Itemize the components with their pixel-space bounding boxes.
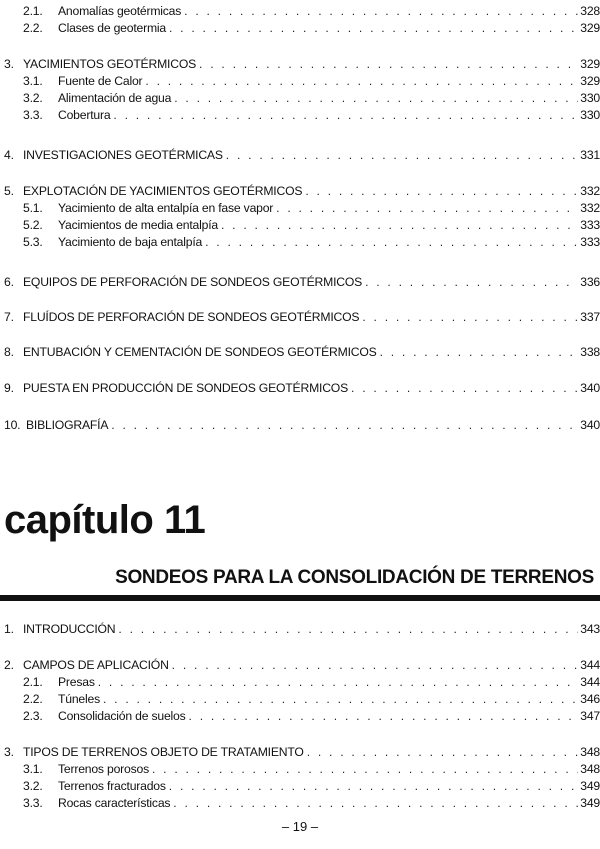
- toc-entry-title: YACIMIENTOS GEOTÉRMICOS: [23, 56, 199, 73]
- toc-entry-number: 3.1.: [23, 74, 43, 88]
- toc-entry: [0, 309, 600, 326]
- toc-entry: [0, 778, 600, 795]
- toc-entry-page: 329: [580, 74, 600, 88]
- toc-entry-title: CAMPOS DE APLICACIÓN: [23, 657, 172, 674]
- toc-entry-title: Terrenos porosos: [58, 761, 152, 778]
- dot-leader: [169, 778, 578, 795]
- toc-entry: [0, 674, 600, 691]
- toc-entry-page: 332: [580, 184, 600, 198]
- toc-entry-title: INVESTIGACIONES GEOTÉRMICAS: [23, 147, 226, 164]
- toc-entry: [0, 417, 600, 434]
- toc-entry-page: 331: [580, 148, 600, 162]
- dot-leader: [199, 56, 578, 73]
- dot-leader: [365, 274, 578, 291]
- toc-entry-title: Yacimiento de alta entalpía en fase vapor: [58, 200, 276, 217]
- toc-entry-page: 332: [580, 201, 600, 215]
- toc-entry: [0, 621, 600, 638]
- toc-entry-number: 2.: [4, 658, 14, 672]
- toc-entry-page: 340: [580, 418, 600, 432]
- toc-entry-title: Rocas características: [58, 795, 173, 812]
- toc-entry-page: 347: [580, 709, 600, 723]
- toc-entry-title: Yacimiento de baja entalpía: [58, 234, 205, 251]
- toc-entry-title: PUESTA EN PRODUCCIÓN DE SONDEOS GEOTÉRMICOS: [23, 380, 351, 397]
- dot-leader: [305, 183, 578, 200]
- toc-entry-number: 2.3.: [23, 709, 43, 723]
- toc-entry: [0, 217, 600, 234]
- toc-entry-number: 3.2.: [23, 779, 43, 793]
- toc-entry-page: 348: [580, 745, 600, 759]
- toc-entry-title: Clases de geotermia: [58, 20, 169, 37]
- dot-leader: [226, 147, 578, 164]
- toc-entry-number: 1.: [4, 622, 14, 636]
- toc-entry-page: 346: [580, 692, 600, 706]
- toc-entry-number: 5.2.: [23, 218, 43, 232]
- toc-entry-number: 7.: [4, 310, 14, 324]
- dot-leader: [221, 217, 578, 234]
- toc-entry-number: 3.: [4, 745, 14, 759]
- toc-entry: [0, 234, 600, 251]
- toc-entry-page: 329: [580, 57, 600, 71]
- dot-leader: [145, 73, 578, 90]
- toc-entry-number: 5.3.: [23, 235, 43, 249]
- toc-entry: [0, 56, 600, 73]
- toc-entry-title: EXPLOTACIÓN DE YACIMIENTOS GEOTÉRMICOS: [23, 183, 305, 200]
- toc-entry-page: 336: [580, 275, 600, 289]
- toc-entry: [0, 691, 600, 708]
- toc-entry: [0, 200, 600, 217]
- dot-leader: [169, 20, 578, 37]
- dot-leader: [98, 674, 579, 691]
- dot-leader: [205, 234, 578, 251]
- toc-entry-number: 9.: [4, 381, 14, 395]
- dot-leader: [118, 621, 578, 638]
- toc-entry: [0, 73, 600, 90]
- toc-entry-title: Anomalías geotérmicas: [58, 3, 184, 20]
- toc-entry-title: Consolidación de suelos: [58, 708, 189, 725]
- toc-entry: [0, 183, 600, 200]
- toc-entry-number: 2.1.: [23, 4, 43, 18]
- toc-entry: [0, 708, 600, 725]
- toc-entry-number: 3.1.: [23, 762, 43, 776]
- page-number: – 19 –: [281, 819, 319, 834]
- toc-entry: [0, 344, 600, 361]
- toc-entry-page: 333: [580, 235, 600, 249]
- toc-entry-number: 3.: [4, 57, 14, 71]
- toc-entry-number: 3.2.: [23, 91, 43, 105]
- toc-entry-page: 330: [580, 91, 600, 105]
- toc-entry: [0, 380, 600, 397]
- dot-leader: [276, 200, 578, 217]
- dot-leader: [362, 309, 578, 326]
- toc-entry-number: 3.3.: [23, 108, 43, 122]
- toc-entry: [0, 795, 600, 812]
- toc-entry-page: 329: [580, 21, 600, 35]
- toc-entry-page: 343: [580, 622, 600, 636]
- toc-entry-page: 338: [580, 345, 600, 359]
- toc-entry: [0, 20, 600, 37]
- toc-entry-title: EQUIPOS DE PERFORACIÓN DE SONDEOS GEOTÉRMICOS: [23, 274, 365, 291]
- toc-entry-title: Yacimientos de media entalpía: [58, 217, 221, 234]
- toc-entry-number: 5.1.: [23, 201, 43, 215]
- toc-entry-page: 349: [580, 779, 600, 793]
- toc-entry-title: Fuente de Calor: [58, 73, 145, 90]
- toc-entry-page: 333: [580, 218, 600, 232]
- toc-entry-page: 349: [580, 796, 600, 810]
- dot-leader: [152, 761, 578, 778]
- toc-entry-number: 6.: [4, 275, 14, 289]
- toc-entry-number: 2.2.: [23, 21, 43, 35]
- dot-leader: [184, 3, 578, 20]
- title-rule: [0, 595, 600, 601]
- toc-entry-number: 2.1.: [23, 675, 43, 689]
- toc-entry-number: 10.: [4, 418, 21, 432]
- dot-leader: [380, 344, 579, 361]
- toc-entry-page: 344: [580, 658, 600, 672]
- toc-entry-number: 2.2.: [23, 692, 43, 706]
- toc-entry-page: 328: [580, 4, 600, 18]
- dot-leader: [113, 107, 578, 124]
- toc-entry-number: 5.: [4, 184, 14, 198]
- toc-entry: [0, 657, 600, 674]
- dot-leader: [111, 417, 578, 434]
- toc-entry: [0, 274, 600, 291]
- toc-entry-page: 340: [580, 381, 600, 395]
- toc-entry-number: 4.: [4, 148, 14, 162]
- dot-leader: [307, 744, 579, 761]
- toc-entry-title: Presas: [58, 674, 98, 691]
- chapter-heading: capítulo 11: [4, 498, 206, 542]
- toc-entry-title: Cobertura: [58, 107, 113, 124]
- toc-entry: [0, 147, 600, 164]
- toc-entry: [0, 107, 600, 124]
- chapter-title: SONDEOS PARA LA CONSOLIDACIÓN DE TERRENOS: [115, 567, 594, 588]
- toc-entry: [0, 3, 600, 20]
- toc-entry-title: Túneles: [58, 691, 103, 708]
- toc-entry-title: INTRODUCCIÓN: [23, 621, 118, 638]
- toc-entry-page: 337: [580, 310, 600, 324]
- dot-leader: [174, 90, 578, 107]
- toc-entry-page: 330: [580, 108, 600, 122]
- dot-leader: [351, 380, 578, 397]
- toc-entry: [0, 744, 600, 761]
- toc-entry-title: BIBLIOGRAFÍA: [26, 417, 111, 434]
- toc-entry: [0, 90, 600, 107]
- toc-entry-page: 348: [580, 762, 600, 776]
- toc-entry-number: 8.: [4, 345, 14, 359]
- toc-entry-page: 344: [580, 675, 600, 689]
- toc-entry-title: FLUÍDOS DE PERFORACIÓN DE SONDEOS GEOTÉRMICOS: [23, 309, 362, 326]
- toc-entry-number: 3.3.: [23, 796, 43, 810]
- toc-entry-title: Terrenos fracturados: [58, 778, 169, 795]
- dot-leader: [103, 691, 578, 708]
- toc-entry-title: ENTUBACIÓN Y CEMENTACIÓN DE SONDEOS GEOTÉRMICOS: [23, 344, 380, 361]
- dot-leader: [172, 657, 579, 674]
- toc-entry-title: TIPOS DE TERRENOS OBJETO DE TRATAMIENTO: [23, 744, 307, 761]
- toc-entry: [0, 761, 600, 778]
- dot-leader: [173, 795, 578, 812]
- dot-leader: [189, 708, 579, 725]
- toc-entry-title: Alimentación de agua: [58, 90, 174, 107]
